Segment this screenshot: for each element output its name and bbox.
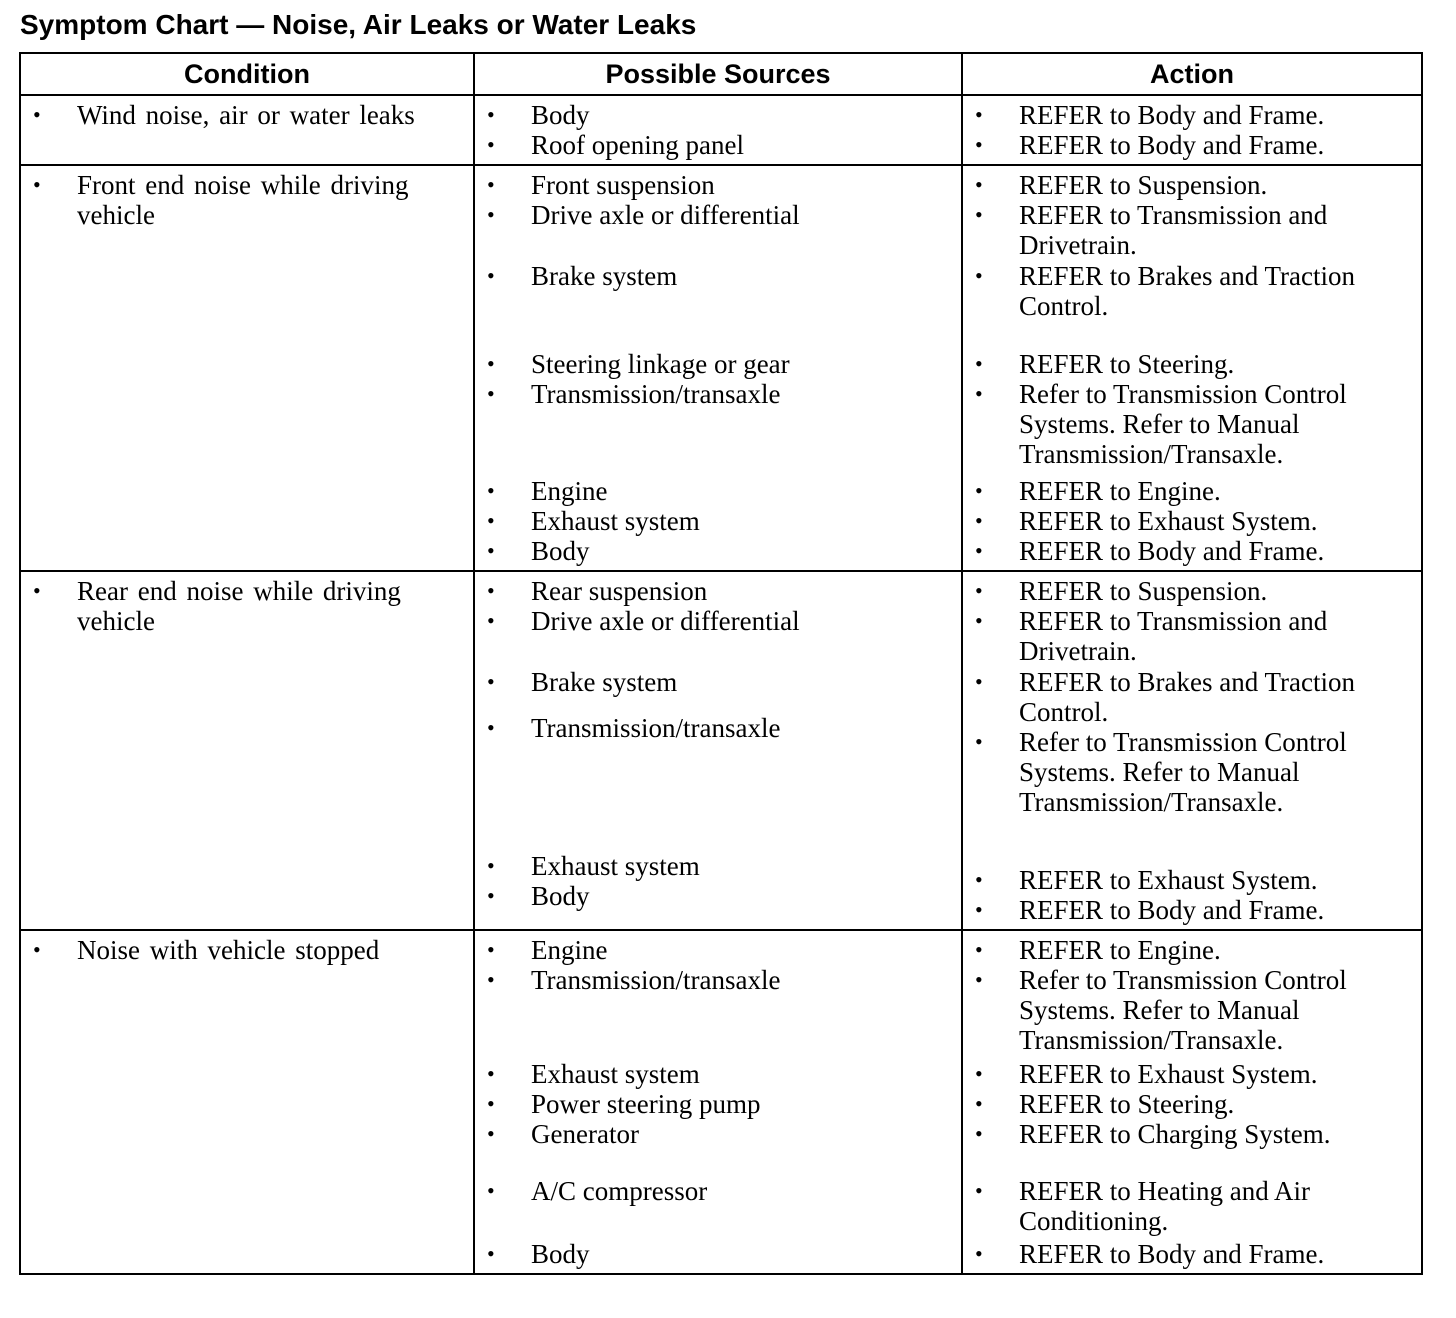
bullet-icon: • [487, 1061, 495, 1086]
bullet-icon: • [487, 381, 495, 406]
bullet-icon: • [975, 202, 983, 227]
table-body [20, 95, 1422, 1274]
source-text: Drive axle or differential [531, 200, 800, 230]
header-possible-sources: Possible Sources [474, 53, 962, 95]
action-text: REFER to Steering. [1019, 1089, 1235, 1119]
bullet-icon: • [487, 132, 495, 157]
source-text: Transmission/transaxle [531, 965, 781, 995]
action-text: REFER to Body and Frame. [1019, 536, 1325, 566]
bullet-icon: • [975, 937, 983, 962]
possible-sources-cell [474, 930, 962, 1274]
action-text: REFER to Suspension. [1019, 170, 1268, 200]
action-text: REFER to Brakes and Traction Control. [1019, 667, 1355, 727]
table-row [20, 571, 1422, 930]
bullet-icon: • [975, 381, 983, 406]
action-text: Refer to Transmission Control Systems. Refer to Manual Transmission/Transaxle. [1019, 727, 1347, 817]
source-text: Transmission/transaxle [531, 379, 781, 409]
bullet-icon: • [487, 538, 495, 563]
source-text: Brake system [531, 261, 678, 291]
condition-text: Wind noise, air or water leaks [77, 100, 415, 130]
possible-sources-cell [474, 95, 962, 165]
bullet-icon: • [975, 669, 983, 694]
bullet-icon: • [487, 172, 495, 197]
action-text: REFER to Body and Frame. [1019, 100, 1325, 130]
bullet-icon: • [975, 263, 983, 288]
condition-cell [20, 165, 474, 571]
bullet-icon: • [487, 669, 495, 694]
action-text: Refer to Transmission Control Systems. Refer to Manual Transmission/Transaxle. [1019, 965, 1347, 1055]
source-text: Body [531, 881, 590, 911]
possible-sources-cell [474, 571, 962, 930]
action-text: REFER to Transmission and Drivetrain. [1019, 606, 1328, 666]
bullet-icon: • [975, 578, 983, 603]
source-text: Generator [531, 1119, 639, 1149]
bullet-icon: • [975, 1121, 983, 1146]
bullet-icon: • [487, 478, 495, 503]
bullet-icon: • [975, 538, 983, 563]
source-text: Brake system [531, 667, 678, 697]
bullet-icon: • [487, 1241, 495, 1266]
bullet-icon: • [487, 202, 495, 227]
bullet-icon: • [487, 263, 495, 288]
source-text: Body [531, 1239, 590, 1269]
table-header-row [20, 53, 1422, 95]
action-text: REFER to Brakes and Traction Control. [1019, 261, 1355, 321]
action-cell [962, 930, 1422, 1274]
bullet-icon: • [487, 967, 495, 992]
source-text: Transmission/transaxle [531, 713, 781, 743]
action-text: REFER to Body and Frame. [1019, 1239, 1325, 1269]
action-cell [962, 95, 1422, 165]
bullet-icon: • [487, 578, 495, 603]
bullet-icon: • [487, 1091, 495, 1116]
table-row [20, 95, 1422, 165]
bullet-icon: • [33, 937, 41, 962]
bullet-icon: • [487, 937, 495, 962]
action-text: REFER to Body and Frame. [1019, 130, 1325, 160]
source-text: Exhaust system [531, 851, 700, 881]
bullet-icon: • [975, 1178, 983, 1203]
bullet-icon: • [487, 883, 495, 908]
bullet-icon: • [975, 351, 983, 376]
condition-text: Front end noise while driving vehicle [77, 170, 409, 230]
action-text: REFER to Engine. [1019, 935, 1221, 965]
condition-text: Noise with vehicle stopped [77, 935, 380, 965]
action-text: REFER to Body and Frame. [1019, 895, 1325, 925]
bullet-icon: • [975, 1061, 983, 1086]
bullet-icon: • [487, 715, 495, 740]
bullet-icon: • [975, 508, 983, 533]
bullet-icon: • [975, 132, 983, 157]
action-text: REFER to Engine. [1019, 476, 1221, 506]
page-title: Symptom Chart — Noise, Air Leaks or Water Leaks [20, 9, 697, 40]
bullet-icon: • [33, 578, 41, 603]
bullet-icon: • [975, 867, 983, 892]
bullet-icon: • [487, 351, 495, 376]
source-text: Exhaust system [531, 506, 700, 536]
action-text: REFER to Steering. [1019, 349, 1235, 379]
bullet-icon: • [33, 172, 41, 197]
symptom-chart-table [19, 52, 1423, 1275]
action-cell [962, 165, 1422, 571]
bullet-icon: • [975, 1241, 983, 1266]
source-text: Front suspension [531, 170, 715, 200]
source-text: Body [531, 100, 590, 130]
bullet-icon: • [33, 102, 41, 127]
condition-cell [20, 571, 474, 930]
bullet-icon: • [975, 172, 983, 197]
source-text: Roof opening panel [531, 130, 744, 160]
bullet-icon: • [975, 102, 983, 127]
action-text: REFER to Exhaust System. [1019, 1059, 1318, 1089]
source-text: Exhaust system [531, 1059, 700, 1089]
source-text: Power steering pump [531, 1089, 761, 1119]
bullet-icon: • [975, 897, 983, 922]
action-text: REFER to Transmission and Drivetrain. [1019, 200, 1328, 260]
bullet-icon: • [487, 853, 495, 878]
action-text: REFER to Exhaust System. [1019, 865, 1318, 895]
bullet-icon: • [487, 1121, 495, 1146]
action-text: REFER to Suspension. [1019, 576, 1268, 606]
bullet-icon: • [975, 729, 983, 754]
source-text: A/C compressor [531, 1176, 708, 1206]
source-text: Rear suspension [531, 576, 708, 606]
condition-cell [20, 95, 474, 165]
action-text: REFER to Exhaust System. [1019, 506, 1318, 536]
bullet-icon: • [975, 478, 983, 503]
action-text: REFER to Heating and Air Conditioning. [1019, 1176, 1310, 1236]
condition-cell [20, 930, 474, 1274]
bullet-icon: • [487, 508, 495, 533]
header-action: Action [962, 53, 1422, 95]
bullet-icon: • [975, 608, 983, 633]
condition-text: Rear end noise while driving vehicle [77, 576, 401, 636]
action-text: REFER to Charging System. [1019, 1119, 1331, 1149]
source-text: Body [531, 536, 590, 566]
action-cell [962, 571, 1422, 930]
source-text: Engine [531, 935, 608, 965]
source-text: Steering linkage or gear [531, 349, 790, 379]
action-text: Refer to Transmission Control Systems. Refer to Manual Transmission/Transaxle. [1019, 379, 1347, 469]
bullet-icon: • [975, 967, 983, 992]
source-text: Drive axle or differential [531, 606, 800, 636]
possible-sources-cell [474, 165, 962, 571]
table-row [20, 930, 1422, 1274]
source-text: Engine [531, 476, 608, 506]
bullet-icon: • [975, 1091, 983, 1116]
header-condition: Condition [20, 53, 474, 95]
table-row [20, 165, 1422, 571]
bullet-icon: • [487, 608, 495, 633]
bullet-icon: • [487, 102, 495, 127]
bullet-icon: • [487, 1178, 495, 1203]
